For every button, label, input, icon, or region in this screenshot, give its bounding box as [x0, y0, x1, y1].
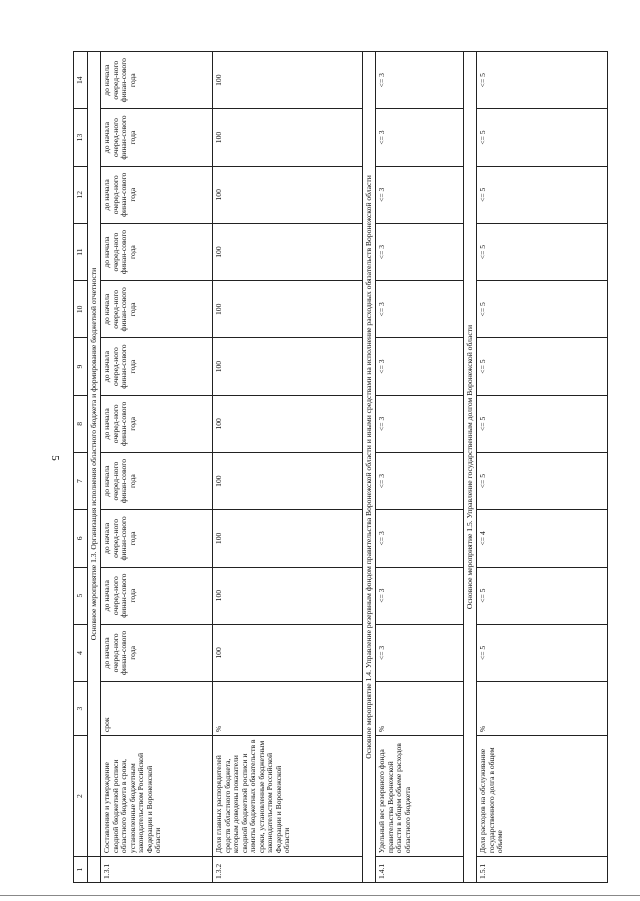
- unit-cell: %: [376, 682, 464, 736]
- value-cell: до начала очеред-ного финан-сового года: [101, 52, 213, 109]
- value-cell: <= 5: [477, 109, 608, 166]
- value-cell: <= 5: [477, 52, 608, 109]
- table-row-1-3-2: [213, 52, 363, 883]
- value-cell: <= 3: [376, 166, 464, 223]
- value-cell: <= 3: [376, 109, 464, 166]
- unit-cell: %: [477, 682, 608, 736]
- rotated-table-wrapper: [73, 51, 608, 883]
- section-row-1-3: [88, 52, 101, 883]
- value-cell: 100: [213, 452, 363, 509]
- row-number: 1.4.1: [376, 857, 464, 883]
- col-header-12: 12: [74, 166, 88, 223]
- col-header-11: 11: [74, 223, 88, 280]
- value-cell: до начала очеред-ного финан-сового года: [101, 624, 213, 681]
- value-cell: до начала очеред-ного финан-сового года: [101, 452, 213, 509]
- col-header-8: 8: [74, 395, 88, 452]
- col-header-2: 2: [74, 736, 88, 857]
- col-header-5: 5: [74, 567, 88, 624]
- section-row-1-5: [464, 52, 477, 883]
- value-cell: <= 3: [376, 281, 464, 338]
- section-title-1-5: Основное мероприятие 1.5. Управление государственным долгом Воронежской области: [464, 52, 477, 883]
- table-row-1-4-1: [376, 52, 464, 883]
- value-cell: 100: [213, 109, 363, 166]
- section-title-1-4: Основное мероприятие 1.4. Управление резервным фондом правительства Воронежской области и иными средствами на исполнение расходных обязательств Воронежской области: [363, 52, 376, 883]
- value-cell: <= 3: [376, 223, 464, 280]
- indicator-name: Доля расходов на обслуживание государственного долга в общем объеме: [477, 736, 608, 857]
- col-header-9: 9: [74, 338, 88, 395]
- unit-cell: срок: [101, 682, 213, 736]
- table-row-1-3-1: [101, 52, 213, 883]
- row-number: 1.5.1: [477, 857, 608, 883]
- value-cell: до начала очеред-ного финан-сового года: [101, 281, 213, 338]
- value-cell: <= 5: [477, 452, 608, 509]
- col-header-1: 1: [74, 857, 88, 883]
- value-cell: 100: [213, 510, 363, 567]
- row-number: 1.3.2: [213, 857, 363, 883]
- indicator-name: Доля главных распорядителей средств областного бюджета, которым доведены показатели сводной бюджетной росписи и лимиты бюджетных обязательств в сроки, установленные бюджетным законодательством Российской Федерации и Воронежской области: [213, 736, 363, 857]
- indicator-name: Удельный вес резервного фонда правительства Воронежской области в общем объеме расходов областного бюджета: [376, 736, 464, 857]
- table-row-1-5-1: [477, 52, 608, 883]
- value-cell: <= 3: [376, 624, 464, 681]
- col-header-3: 3: [74, 682, 88, 736]
- value-cell: до начала очеред-ного финан-сового года: [101, 166, 213, 223]
- value-cell: до начала очеред-ного финан-сового года: [101, 338, 213, 395]
- value-cell: <= 5: [477, 281, 608, 338]
- value-cell: 100: [213, 338, 363, 395]
- value-cell: <= 3: [376, 452, 464, 509]
- col-header-14: 14: [74, 52, 88, 109]
- value-cell: <= 5: [477, 338, 608, 395]
- section-row-1-4: [363, 52, 376, 883]
- value-cell: <= 3: [376, 395, 464, 452]
- indicator-table: [73, 51, 608, 883]
- value-cell: <= 3: [376, 510, 464, 567]
- value-cell: <= 3: [376, 52, 464, 109]
- header-row: [74, 52, 88, 883]
- col-header-7: 7: [74, 452, 88, 509]
- indicator-name: Составление и утверждение сводной бюджетной росписи областного бюджета в сроки, установленные бюджетным законодательством Российской Федерации и Воронежской области: [101, 736, 213, 857]
- col-header-4: 4: [74, 624, 88, 681]
- value-cell: <= 4: [477, 510, 608, 567]
- value-cell: <= 3: [376, 338, 464, 395]
- row-number: 1.3.1: [101, 857, 213, 883]
- value-cell: до начала очеред-ного финан-сового года: [101, 567, 213, 624]
- value-cell: до начала очеред-ного финан-сового года: [101, 510, 213, 567]
- value-cell: до начала очеред-ного финан-сового года: [101, 223, 213, 280]
- value-cell: <= 5: [477, 567, 608, 624]
- value-cell: 100: [213, 567, 363, 624]
- value-cell: до начала очеред-ного финан-сового года: [101, 395, 213, 452]
- value-cell: <= 5: [477, 395, 608, 452]
- value-cell: <= 5: [477, 223, 608, 280]
- value-cell: <= 3: [376, 567, 464, 624]
- value-cell: <= 5: [477, 166, 608, 223]
- value-cell: 100: [213, 624, 363, 681]
- value-cell: до начала очеред-ного финан-сового года: [101, 109, 213, 166]
- value-cell: 100: [213, 166, 363, 223]
- value-cell: 100: [213, 281, 363, 338]
- page-number: 5: [48, 455, 61, 461]
- value-cell: 100: [213, 395, 363, 452]
- value-cell: 100: [213, 223, 363, 280]
- value-cell: <= 5: [477, 624, 608, 681]
- value-cell: 100: [213, 52, 363, 109]
- col-header-6: 6: [74, 510, 88, 567]
- unit-cell: %: [213, 682, 363, 736]
- col-header-13: 13: [74, 109, 88, 166]
- col-header-10: 10: [74, 281, 88, 338]
- page-bottom-edge: [0, 895, 640, 896]
- section-title-1-3: Основное мероприятие 1.3. Организация исполнения областного бюджета и формирование бюджетной отчетности: [88, 52, 101, 857]
